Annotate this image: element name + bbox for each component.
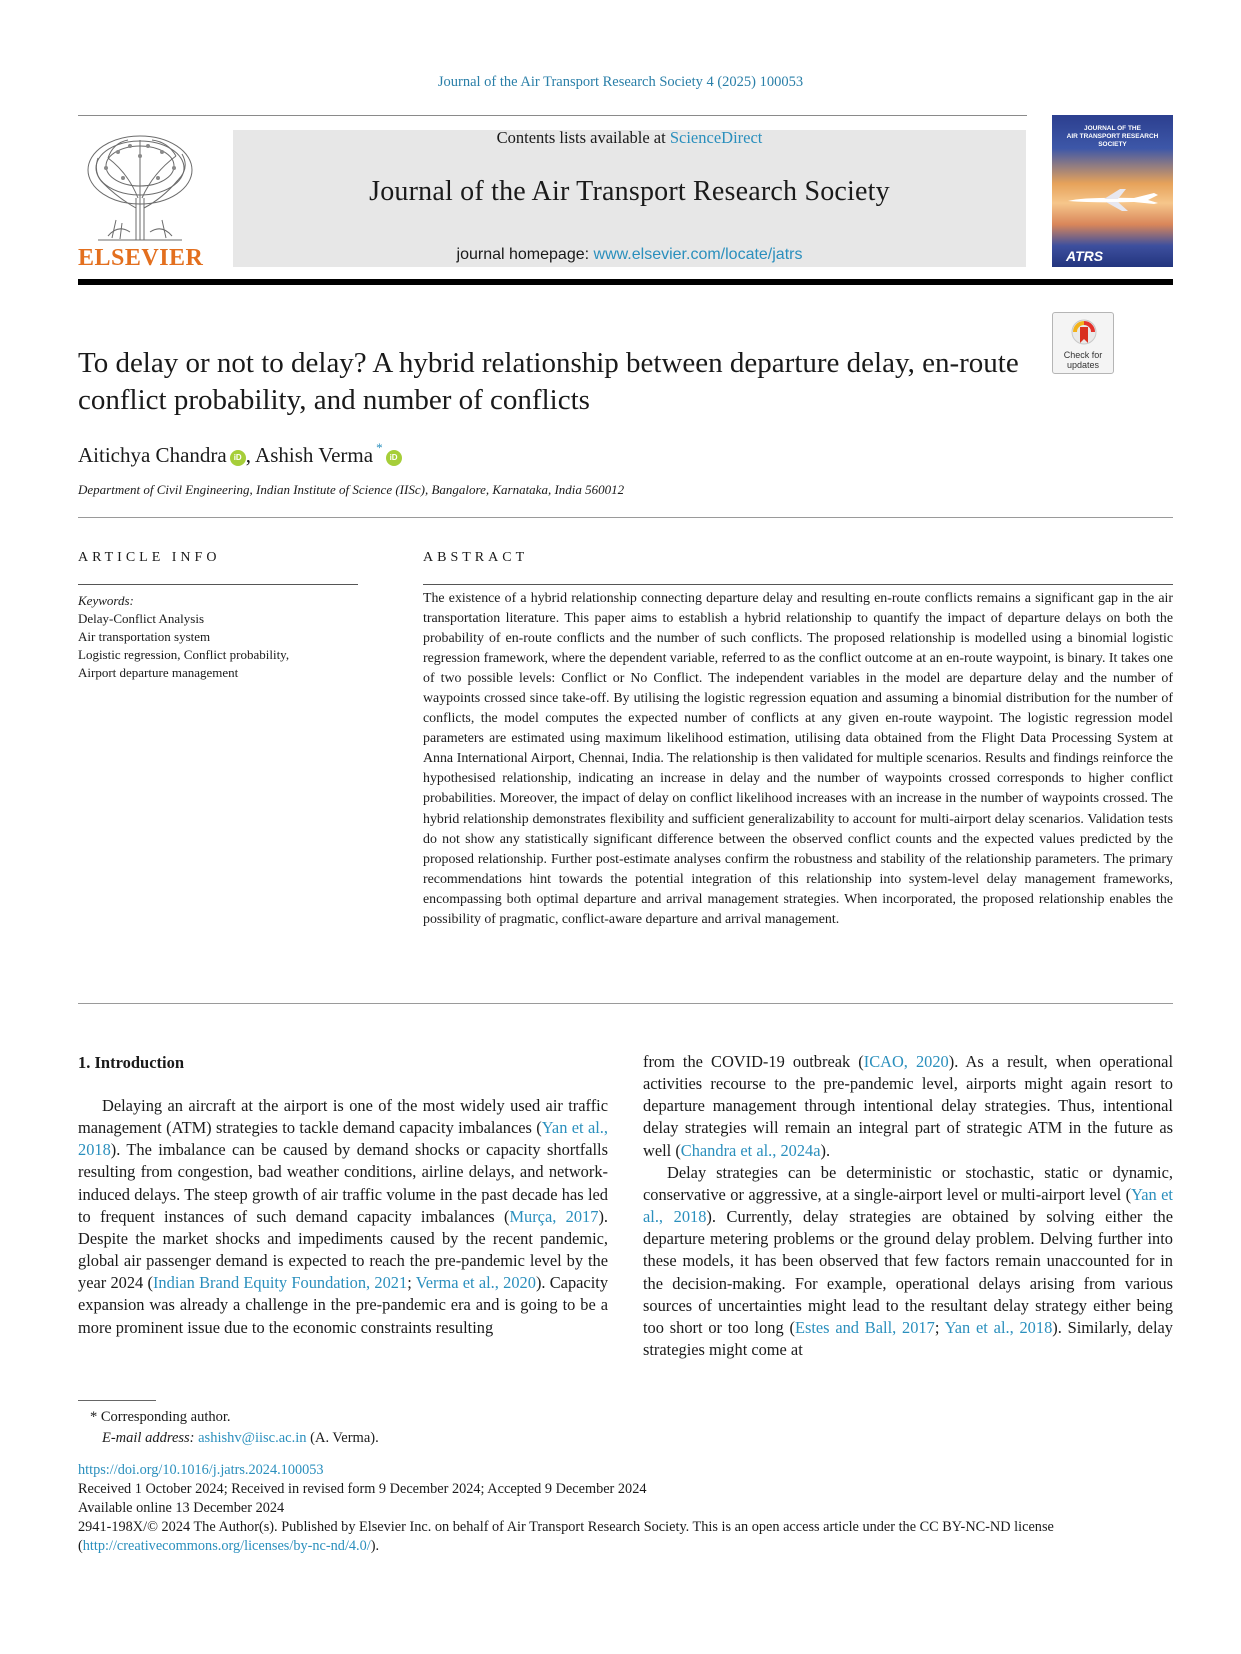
author-name[interactable]: Aitichya Chandra bbox=[78, 443, 227, 467]
author-list bbox=[78, 440, 402, 468]
text-run: Delaying an aircraft at the airport is one of the most widely used air traffic management (ATM) strategies to tackle demand capacity imbalances ( bbox=[78, 1096, 608, 1138]
email-suffix: (A. Verma). bbox=[310, 1430, 379, 1446]
text-run: ). The imbalance can be caused by demand shocks or capacity shortfalls resulting from congestion, bad weather conditions, airline delays, and network-induced delays. The steep growth of air traffic volume in the past decade has led to frequent instances of such demand capacity imbalances ( bbox=[78, 1140, 608, 1226]
keywords-label: Keywords: bbox=[78, 593, 134, 608]
article-info-heading: ARTICLE INFO bbox=[78, 550, 221, 565]
orcid-icon[interactable]: iD bbox=[386, 450, 402, 466]
citation-link[interactable]: ICAO, 2020 bbox=[863, 1052, 949, 1071]
abstract-heading: ABSTRACT bbox=[423, 550, 529, 565]
citation-link[interactable]: Chandra et al., 2024a bbox=[680, 1140, 821, 1160]
available-online: Available online 13 December 2024 bbox=[78, 1500, 285, 1516]
abstract-text: The existence of a hybrid relationship connecting departure delay and resulting en-route conflicts remains a significant gap in the air transportation literature. This paper aims to establish a hybrid relationship to quantify the impact of departure delays on both the probability of en-route conflicts and the number of such conflicts. The proposed relationship is modelled using a binomial logistic regression framework, where the dependent variable, referred to as the conflict outcome at an en-route waypoint, is binary. It takes one of two possible levels: Conflict or No Conflict. The independent variables in the model are departure delay and the number of waypoints crossed since take-off. By utilising the logistic regression equation and assuming a binomial distribution for the number of conflicts, the model computes the expected number of conflicts at any given en-route waypoint. The logistic regression model parameters are estimated using maximum likelihood estimation, utilising data obtained from the Flight Data Processing System at Anna International Airport, Chennai, India. The relationship is then validated for multiple scenarios. Results and findings reinforce the hypothesised relationship, indicating an increase in delay and the number of waypoints crossed corresponds to higher conflict probabilities. Moreover, the impact of delay on conflict likelihood increases with an increase in the number of waypoints crossed. The hybrid relationship demonstrates flexibility and sufficient generalizability to account for multi-airport delay scenarios. Validation tests do not show any statistically significant difference between the observed conflict counts and the expected values predicted by the proposed relationship. Further post-estimate analyses confirm the robustness and stability of the relationship parameters. The primary recommendations hint towards the potential integration of this relationship into system-level delay management frameworks, encompassing both optimal departure and arrival management strategies. When incorporated, the proposed relationship enables the possibility of pragmatic, conflict-aware departure and arrival management. bbox=[423, 591, 1173, 927]
received-dates: Received 1 October 2024; Received in revised form 9 December 2024; Accepted 9 December 2024 bbox=[78, 1481, 647, 1497]
homepage-line bbox=[233, 246, 1026, 264]
article-info-rule bbox=[78, 584, 358, 585]
cover-title bbox=[1052, 125, 1173, 149]
text-run: ). Similarly, delay strategies might come at bbox=[643, 1317, 1173, 1360]
check-for-updates-button[interactable] bbox=[1052, 312, 1114, 374]
elsevier-wordmark: ELSEVIER bbox=[78, 245, 204, 271]
keyword-item: Air transportation system bbox=[78, 629, 211, 644]
citation-link[interactable]: Estes and Ball, 2017 bbox=[794, 1317, 935, 1337]
bookmark-ribbon-icon bbox=[1071, 319, 1097, 349]
article-title: To delay or not to delay? A hybrid relationship between departure delay, en-route conflict probability, and number of conflicts bbox=[78, 347, 1019, 416]
text-run: ). Capacity expansion was already a challenge in the pre-pandemic era and is going to be a more prominent issue due to the economic constraints resulting bbox=[78, 1273, 609, 1337]
homepage-prefix: journal homepage: bbox=[456, 246, 590, 263]
section-heading-introduction: 1. Introduction bbox=[78, 1053, 185, 1072]
citation-link[interactable]: Yan et al., 2018 bbox=[643, 1184, 1173, 1227]
right-column bbox=[643, 1051, 1173, 1361]
license-link[interactable]: http://creativecommons.org/licenses/by-nc-nd/4.0/ bbox=[82, 1538, 371, 1554]
homepage-link[interactable]: www.elsevier.com/locate/jatrs bbox=[593, 246, 803, 263]
text-run: ). As a result, when operational activities recourse to the pre-pandemic level, airports might again resort to departure management through intentional delay strategies. Thus, intentional delay strategies will remain an integral part of strategic ATM in the future as well ( bbox=[643, 1052, 1174, 1160]
journal-title: Journal of the Air Transport Research Society bbox=[369, 176, 890, 207]
citation-link[interactable]: Indian Brand Equity Foundation, 2021 bbox=[152, 1273, 408, 1293]
contents-prefix: Contents lists available at bbox=[496, 128, 666, 147]
email-label: E-mail address: bbox=[102, 1430, 195, 1446]
license-text: 2941-198X/© 2024 The Author(s). Published by Elsevier Inc. on behalf of Air Transport Research Society. This is an open access article under the CC BY-NC-ND license ( bbox=[78, 1519, 1054, 1554]
footnote-rule bbox=[78, 1400, 156, 1401]
text-run: ; bbox=[934, 1317, 945, 1337]
footnote-mark: * bbox=[90, 1409, 98, 1425]
contents-line bbox=[233, 128, 1026, 148]
footnote-corresponding bbox=[90, 1407, 379, 1428]
footnote-block bbox=[90, 1407, 379, 1449]
email-link[interactable]: ashishv@iisc.ac.in bbox=[198, 1430, 307, 1446]
check-updates-line2: updates bbox=[1066, 360, 1100, 370]
abstract-rule bbox=[423, 584, 1173, 585]
journal-cover-image[interactable] bbox=[1052, 115, 1173, 267]
cover-brand: ATRS bbox=[1066, 248, 1104, 264]
footnote-email bbox=[90, 1428, 379, 1449]
keywords-block bbox=[78, 592, 368, 682]
doi-link[interactable]: https://doi.org/10.1016/j.jatrs.2024.100053 bbox=[78, 1462, 324, 1478]
text-run: from the COVID-19 outbreak ( bbox=[643, 1052, 864, 1071]
cover-title-line2: AIR TRANSPORT RESEARCH SOCIETY bbox=[1066, 133, 1159, 148]
author-name[interactable]: Ashish Verma bbox=[255, 443, 374, 467]
paragraph bbox=[643, 1051, 1173, 1162]
keyword-item: Airport departure management bbox=[78, 665, 239, 680]
check-updates-line1: Check for bbox=[1063, 350, 1103, 360]
author-separator: , bbox=[245, 443, 251, 467]
text-run: ). bbox=[820, 1140, 831, 1160]
paragraph bbox=[643, 1162, 1173, 1361]
citation-link[interactable]: Yan et al., 2018 bbox=[78, 1118, 609, 1160]
citation-link[interactable]: Yan et al., 2018 bbox=[944, 1317, 1053, 1337]
citation-link[interactable]: Murça, 2017 bbox=[509, 1206, 599, 1226]
abstract-end-rule bbox=[78, 1003, 1173, 1004]
footnote-text: Corresponding author. bbox=[100, 1409, 231, 1425]
header-rule bbox=[78, 115, 1027, 116]
text-run: Delay strategies can be deterministic or stochastic, static or dynamic, conservative or aggressive, at a single-airport level or multi-airport level ( bbox=[643, 1162, 1173, 1204]
airplane-icon bbox=[1064, 187, 1162, 213]
text-run: ; bbox=[407, 1273, 416, 1293]
corresponding-author-mark[interactable]: * bbox=[376, 440, 383, 455]
citation-link[interactable]: Verma et al., 2020 bbox=[415, 1273, 536, 1293]
text-run: ). Currently, delay strategies are obtained by solving either the departure metering problems or the ground delay problem. Delving further into these models, it has been observed that few factors remain unaccounted for in the decision-making. For example, operational delays arising from various sources of uncertainties might lead to the resultant delay strategy either being too short or too long ( bbox=[643, 1207, 1173, 1337]
paragraph bbox=[78, 1095, 608, 1339]
left-column bbox=[78, 1095, 608, 1339]
license-statement bbox=[78, 1518, 1173, 1556]
license-suffix: ). bbox=[370, 1538, 380, 1554]
publication-info bbox=[78, 1461, 1173, 1556]
text-run: ). Despite the market shocks and impediments caused by the recent pandemic, global air passenger demand is expected to reach the pre-pandemic level by the year 2024 ( bbox=[78, 1206, 608, 1293]
running-head: Journal of the Air Transport Research Society 4 (2025) 100053 bbox=[437, 74, 804, 90]
cover-title-line1: JOURNAL OF THE bbox=[1084, 125, 1141, 132]
check-updates-label bbox=[1053, 350, 1113, 370]
section-rule bbox=[78, 517, 1173, 518]
orcid-icon[interactable]: iD bbox=[230, 450, 246, 466]
affiliation: Department of Civil Engineering, Indian Institute of Science (IISc), Bangalore, Karnataka, India 560012 bbox=[78, 482, 625, 497]
sciencedirect-link[interactable]: ScienceDirect bbox=[669, 128, 763, 147]
keyword-item: Delay-Conflict Analysis bbox=[78, 611, 205, 626]
masthead-thick-rule bbox=[78, 279, 1173, 285]
keyword-item: Logistic regression, Conflict probability, bbox=[78, 647, 290, 662]
